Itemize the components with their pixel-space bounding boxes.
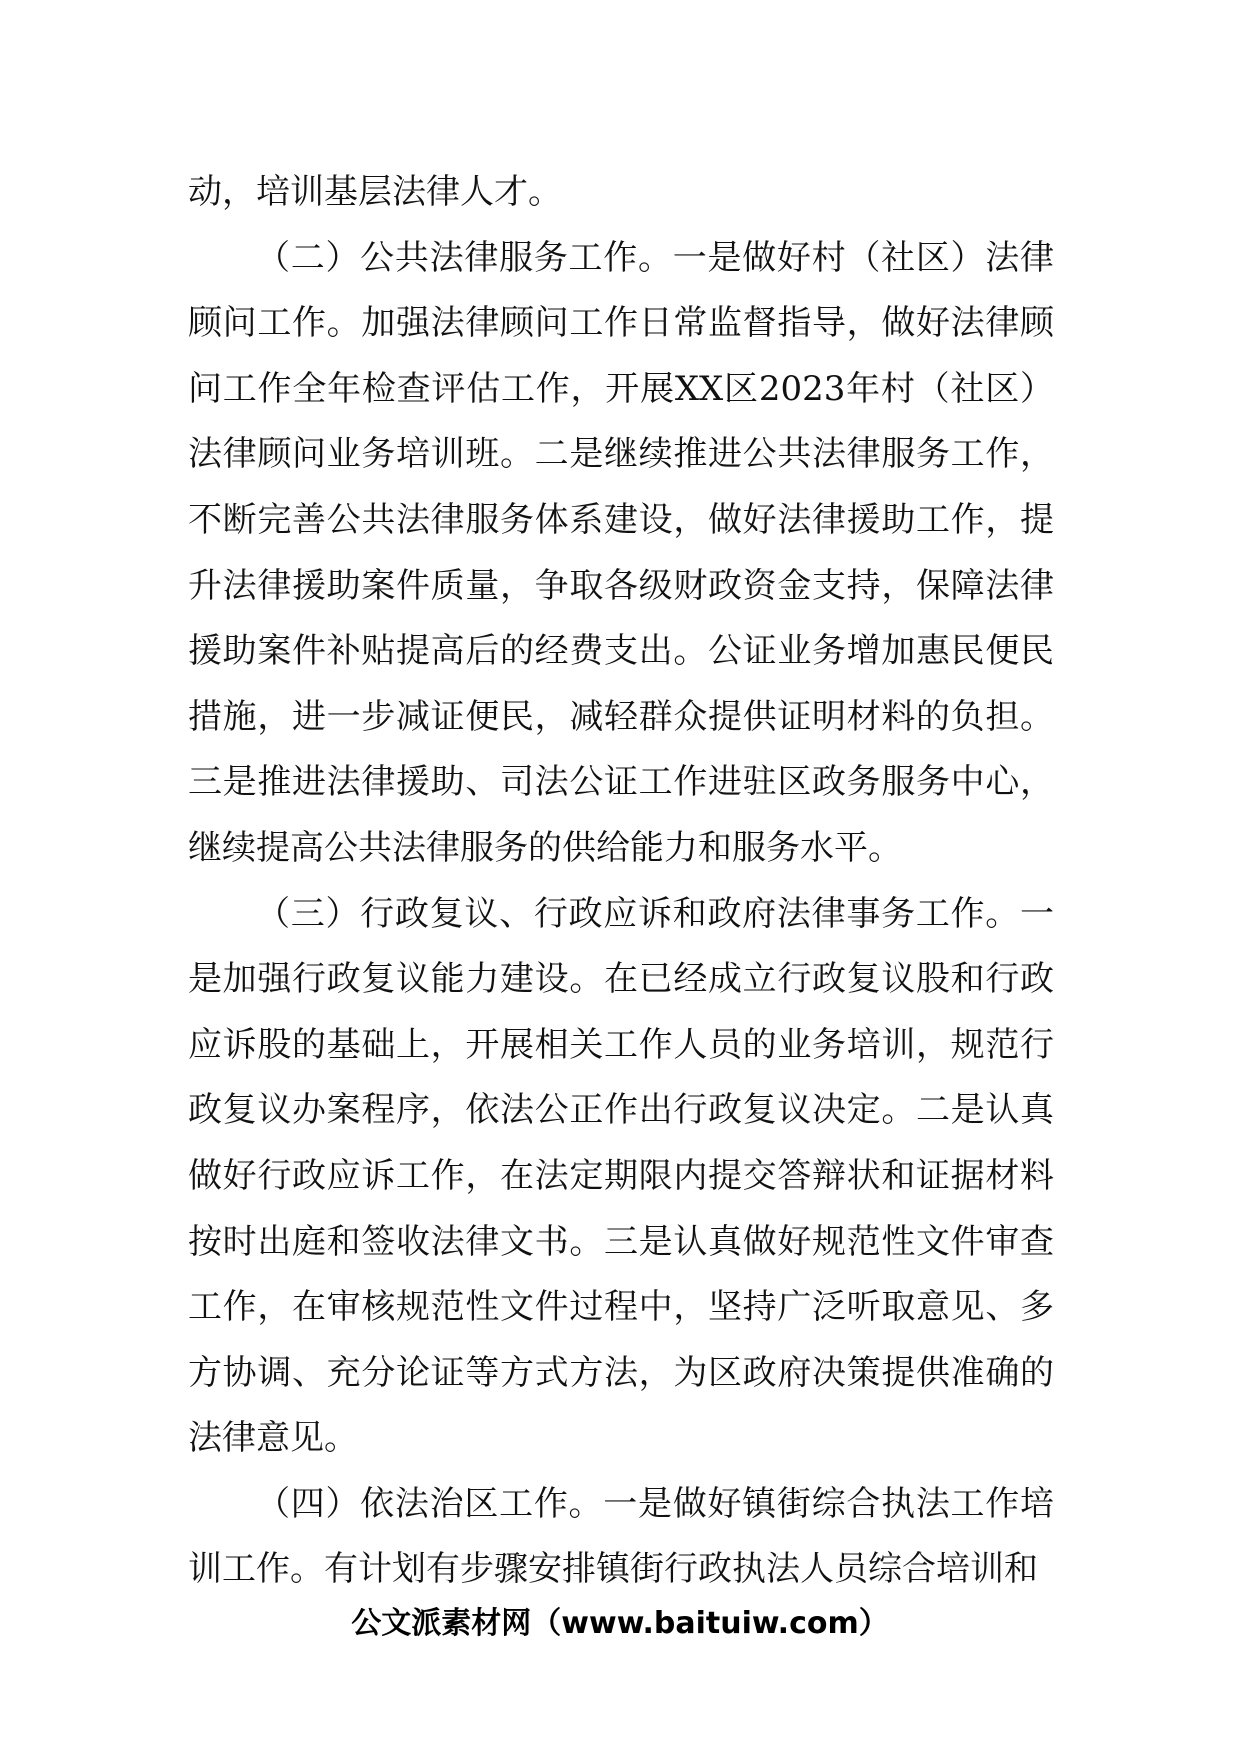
paragraph-public-legal-services: （二）公共法律服务工作。一是做好村（社区）法律顾问工作。加强法律顾问工作日常监督指导，做好法律顾问工作全年检查评估工作，开展XX区2023年村（社区）法律顾问业务培训班。二是继续推进公共法律服务工作，不断完善公共法律服务体系建设，做好法律援助工作，提升法律援助案件质量，争取各级财政资金支持，保障法律援助案件补贴提高后的经费支出。公证业务增加惠民便民措施，进一步减证便民，减轻群众提供证明材料的负担。三是推进法律援助、司法公证工作进驻区政务服务中心，继续提高公共法律服务的供给能力和服务水平。: [188, 237, 1054, 868]
paragraph-continuation: 动，培训基层法律人才。: [188, 172, 562, 212]
footer-watermark: [0, 1604, 1240, 1644]
document-body: [188, 160, 1054, 1603]
paragraph-administrative-review: （三）行政复议、行政应诉和政府法律事务工作。一是加强行政复议能力建设。在已经成立行政复议股和行政应诉股的基础上，开展相关工作人员的业务培训，规范行政复议办案程序，依法公正作出行政复议决定。二是认真做好行政应诉工作，在法定期限内提交答辩状和证据材料按时出庭和签收法律文书。三是认真做好规范性文件审查工作，在审核规范性文件过程中，坚持广泛听取意见、多方协调、充分论证等方式方法，为区政府决策提供准确的法律意见。: [188, 893, 1054, 1459]
footer-site-text: 公文派素材网（www.baituiw.com）: [351, 1606, 889, 1641]
paragraph-rule-of-law: （四）依法治区工作。一是做好镇街综合执法工作培训工作。有计划有步骤安排镇街行政执法人员综合培训和: [188, 1483, 1054, 1590]
